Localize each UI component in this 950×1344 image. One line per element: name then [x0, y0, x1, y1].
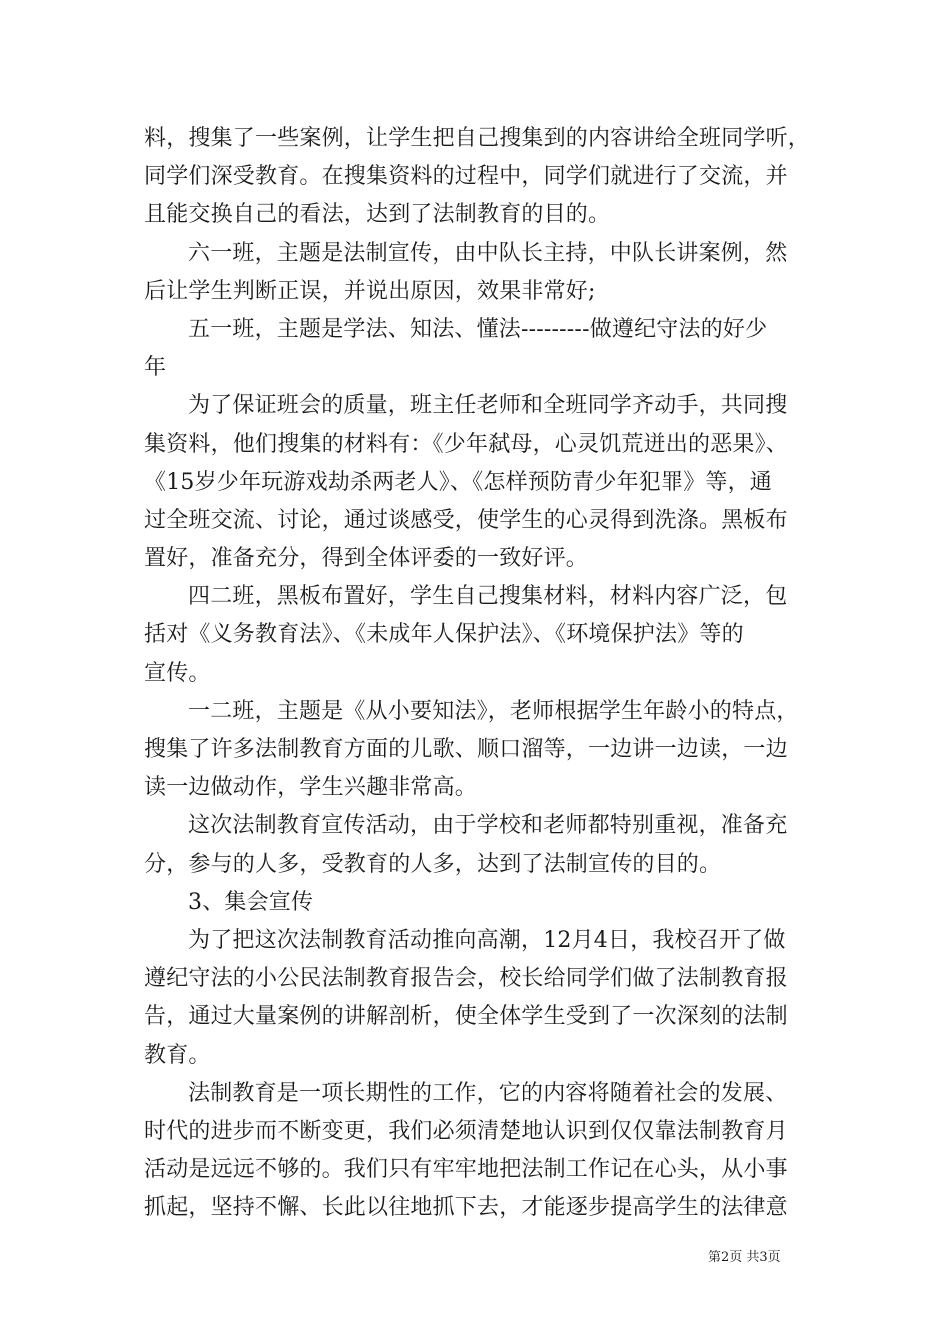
- text-line: 置好，准备充分，得到全体评委的一致好评。: [144, 546, 589, 572]
- text-line: 读一边做动作，学生兴趣非常高。: [144, 775, 478, 801]
- text-line: 这次法制教育宣传活动，由于学校和老师都特别重视，准备充: [188, 813, 788, 839]
- text-line: 遵纪守法的小公民法制教育报告会，校长给同学们做了法制教育报: [144, 966, 788, 992]
- text-line: 六一班，主题是法制宣传，由中队长主持，中队长讲案例，然: [188, 240, 788, 266]
- text-line: 《15岁少年玩游戏劫杀两老人》、《怎样预防青少年犯罪》等，通: [144, 469, 772, 495]
- text-line: 且能交换自己的看法，达到了法制教育的目的。: [144, 202, 611, 228]
- text-line: 抓起，坚持不懈、长此以往地抓下去，才能逐步提高学生的法律意: [144, 1195, 788, 1221]
- text-line: 年: [144, 355, 167, 381]
- body-text: [144, 120, 811, 1227]
- text-line: 教育。: [144, 1042, 211, 1068]
- text-line: 同学们深受教育。在搜集资料的过程中，同学们就进行了交流，并: [144, 164, 788, 190]
- text-line: 一二班，主题是《从小要知法》，老师根据学生年龄小的特点，: [188, 698, 799, 724]
- text-line: 分，参与的人多，受教育的人多，达到了法制宣传的目的。: [144, 851, 722, 877]
- text-line: 为了把这次法制教育活动推向高潮，12月4日，我校召开了做: [188, 927, 786, 953]
- text-line: 料，搜集了一些案例，让学生把自己搜集到的内容讲给全班同学听，: [144, 126, 811, 151]
- page-number-footer: 第2页 共3页: [708, 1250, 781, 1265]
- text-line: 四二班，黑板布置好，学生自己搜集材料，材料内容广泛，包: [188, 584, 788, 610]
- text-line: 为了保证班会的质量，班主任老师和全班同学齐动手，共同搜: [188, 393, 788, 419]
- text-line: 告，通过大量案例的讲解剖析，使全体学生受到了一次深刻的法制: [144, 1004, 788, 1030]
- text-line: 括对《义务教育法》、《未成年人保护法》、《环境保护法》等的: [144, 622, 744, 648]
- text-line: 五一班，主题是学法、知法、懂法---------做遵纪守法的好少: [188, 316, 768, 342]
- text-line: 过全班交流、讨论，通过谈感受，使学生的心灵得到洗涤。黑板布: [144, 507, 788, 533]
- text-line: 3、集会宣传: [188, 889, 314, 915]
- text-line: 搜集了许多法制教育方面的儿歌、顺口溜等，一边讲一边读，一边: [144, 737, 788, 762]
- text-line: 后让学生判断正误，并说出原因，效果非常好;: [144, 278, 596, 304]
- text-line: 活动是远远不够的。我们只有牢牢地把法制工作记在心头，从小事: [144, 1157, 788, 1183]
- text-line: 法制教育是一项长期性的工作，它的内容将随着社会的发展、: [188, 1080, 788, 1106]
- text-line: 时代的进步而不断变更，我们必须清楚地认识到仅仅靠法制教育月: [144, 1118, 788, 1144]
- text-line: 集资料，他们搜集的材料有：《少年弑母，心灵饥荒迸出的恶果》、: [144, 431, 789, 457]
- text-line: 宣传。: [144, 660, 211, 686]
